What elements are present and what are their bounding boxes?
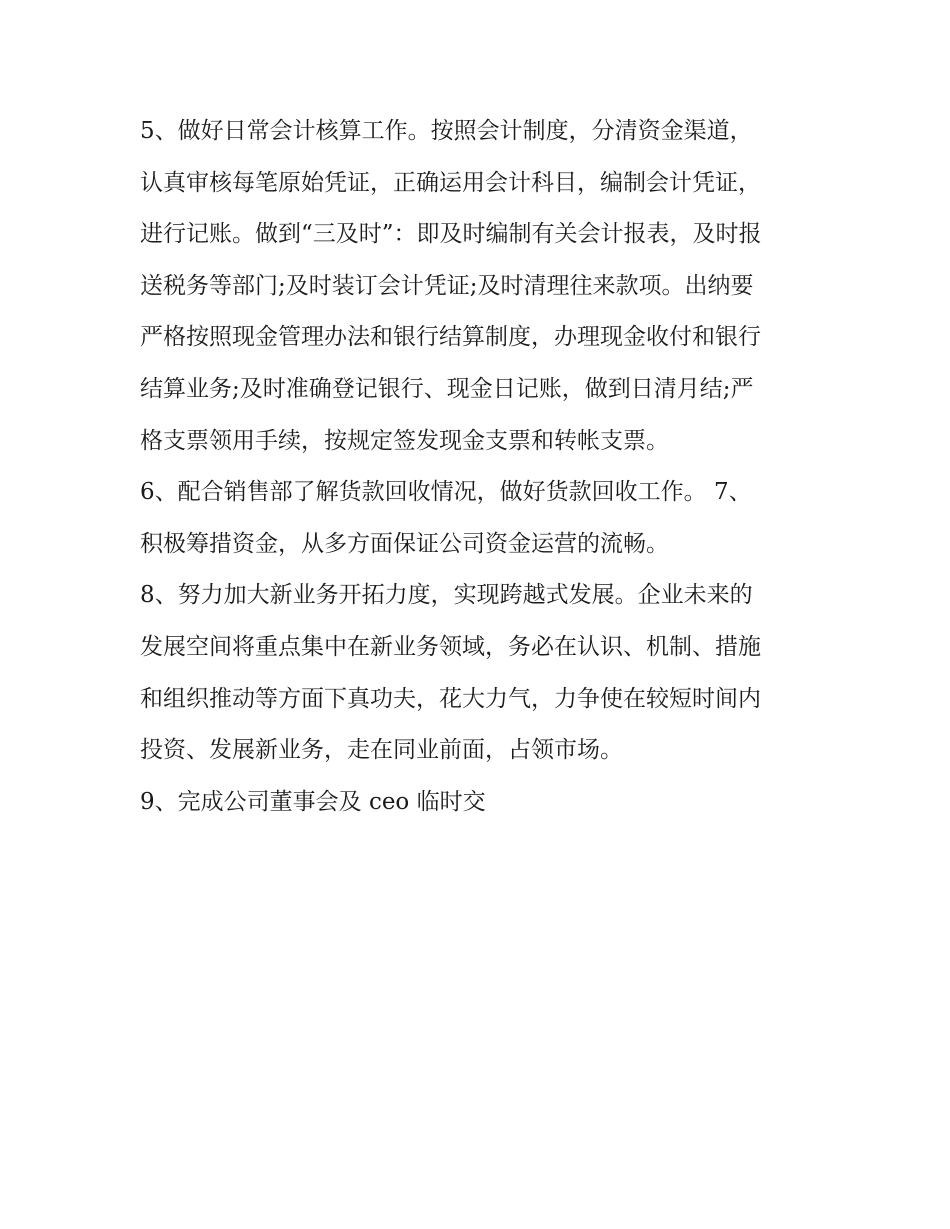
text-line: 投资、发展新业务，走在同业前面，占领市场。	[140, 737, 623, 764]
text-line: 9、完成公司董事会及 ceo 临时交	[140, 788, 486, 815]
text-line: 认真审核每笔原始凭证，正确运用会计科目，编制会计凭证，	[140, 169, 761, 196]
text-line: 严格按照现金管理办法和银行结算制度，办理现金收付和银行	[140, 324, 761, 351]
text-line: 送税务等部门;及时装订会计凭证;及时清理往来款项。出纳要	[140, 272, 754, 299]
text-line: 结算业务;及时准确登记银行、现金日记账，做到日清月结;严	[140, 375, 754, 402]
body-text	[140, 107, 830, 829]
text-line: 8、努力加大新业务开拓力度，实现跨越式发展。企业未来的	[140, 582, 753, 609]
text-line: 5、做好日常会计核算工作。按照会计制度，分清资金渠道，	[140, 118, 753, 144]
text-line: 进行记账。做到“三及时”：即及时编制有关会计报表，及时报	[140, 221, 762, 248]
text-line: 格支票领用手续，按规定签发现金支票和转帐支票。	[140, 427, 669, 454]
text-line: 积极筹措资金，从多方面保证公司资金运营的流畅。	[140, 530, 669, 557]
text-line: 和组织推动等方面下真功夫，花大力气，力争使在较短时间内	[140, 685, 761, 712]
text-line: 6、配合销售部了解货款回收情况，做好货款回收工作。 7、	[140, 479, 752, 506]
text-line: 发展空间将重点集中在新业务领域，务必在认识、机制、措施	[140, 633, 761, 660]
